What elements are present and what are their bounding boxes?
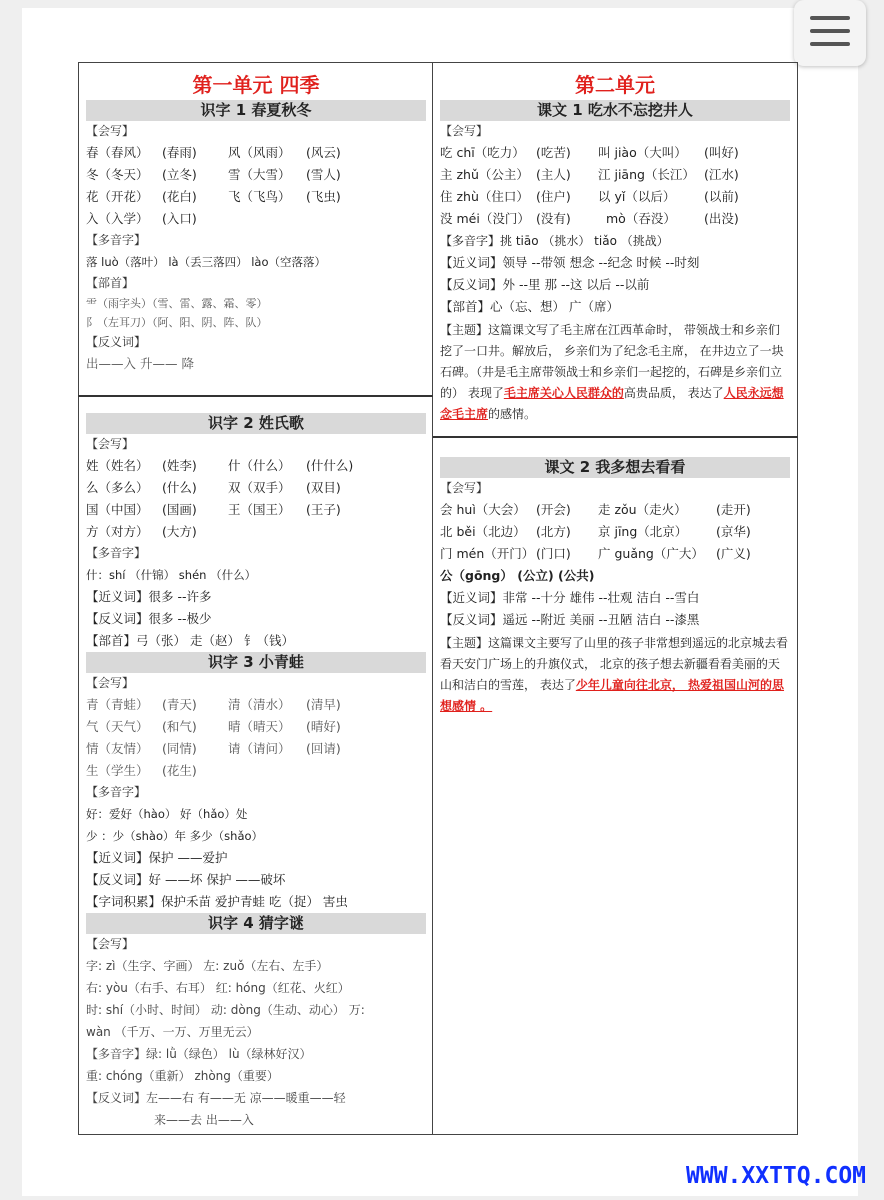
antonym-line: 【反义词】遥远 --附近 美丽 --丑陋 洁白 --漆黑 <box>440 612 700 627</box>
lesson-title: 识字 2 姓氏歌 <box>86 413 426 434</box>
polyphone-line: 【多音字】挑 tiāo （挑水） tiǎo （挑战） <box>440 234 669 248</box>
radical-line: ⻖（左耳刀）（阿、阳、阴、阵、队） <box>86 316 268 329</box>
unit2-lesson-2: 课文 2 我多想去看看 【会写】 会 huì（大会） (开会) 走 zǒu（走火） (走开) 北 běi（北边） (北方) 京 jīng（北京） (京华) 门 mén（开门） (门口) 广 guǎng（广大） (广义) 公（gōng） (公立) (公共) 【近义词】非常 --十分 雄伟 --壮观 洁白 --雪白 【反义词】遥远 --附近 美丽 --丑陋 洁白 --漆黑 【主题】这篇课文主要写了山里的孩子非常想到遥远的北京城去看看天安门广场上的升旗仪式， 北京的孩子想去新疆看看美丽的天山和洁白的雪莲， 表达了少年儿童向往北京， 热爱祖国山河的思想感情 。 <box>440 457 790 717</box>
radical-line: 【部首】弓（张） 走（赵） 钅（钱） <box>86 633 294 648</box>
synonym-line: 【近义词】领导 --带领 想念 --纪念 时候 --时刻 <box>440 255 700 270</box>
section-label: 【会写】 <box>440 481 489 495</box>
antonym-line: 【反义词】外 --里 那 --这 以后 --以前 <box>440 277 650 292</box>
polyphone-line: 什：shí （什锦） shén （什么） <box>86 568 257 582</box>
section-label: 【部首】 <box>86 276 135 290</box>
site-watermark: WWW.XXTTQ.COM <box>686 1163 867 1189</box>
gong-line: 公（gōng） (公立) (公共) <box>440 568 595 583</box>
section-label: 【会写】 <box>440 124 489 138</box>
section-label: 【会写】 <box>86 124 135 138</box>
synonym-line: 【近义词】保护 ——爱护 <box>86 850 228 865</box>
synonym-line: 【近义词】很多 --许多 <box>86 589 212 604</box>
section-label: 【会写】 <box>86 937 135 951</box>
antonym-line: 出——入 升—— 降 <box>86 356 194 371</box>
theme-paragraph: 【主题】这篇课文主要写了山里的孩子非常想到遥远的北京城去看看天安门广场上的升旗仪式， 北京的孩子想去新疆看看美丽的天山和洁白的雪莲， 表达了少年儿童向往北京， 热爱祖国山河的思想感情 。 <box>440 636 789 713</box>
section-label: 【反义词】 <box>86 335 147 349</box>
unit2-column: 第二单元 课文 1 吃水不忘挖井人 【会写】 吃 chī（吃力） (吃苦) 叫 jiào（大叫） (叫好) 主 zhǔ（公主） (主人) 江 jiāng（长江） (江水) 住 zhù（住口） (住户) 以 yǐ（以后） (以前) 没 méi（没门） (没有) mò（吞没） (出没) 【多音字】挑 tiāo （挑水） tiǎo （挑战） 【近义词】领导 --带领 想念 --纪念 时候 --时刻 【反义词】外 --里 那 --这 以后 --以前 【部首】心（忘、想） 广（席） 【主题】这篇课文写了毛主席在江西革命时， 带领战士和乡亲们挖了一口井。解放后， 乡亲们为了纪念毛主席， 在井边立了一块石碑。（井是毛主席带领战士和乡亲们一起挖的，石碑是乡亲们立的） 表现了毛主席关心人民群众的高贵品质， 表达了人民永远想念毛主席的感情。 <box>440 62 790 425</box>
unit1-lessons-2-4: 识字 2 姓氏歌 【会写】 姓（姓名） (姓李) 什（什么） (什什么) 么（多么） (什么) 双（双手） (双目) 国（中国） (国画) 王（国王） (王子) 方（对方） (大方) 【多音字】 什：shí （什锦） shén （什么） 【近义词】很多 --许多 【反义词】很多 --极少 【部首】弓（张） 走（赵） 钅（钱） 识字 3 小青蛙 【会写】 青（青蛙） (青天) 清（清水） (清早) 气（天气） (和气) 晴（晴天） (晴好) 情（友情） (同情) 请（请问） (回请) 生（学生） (花生) 【多音字】 好：爱好（hào） 好（hǎo）处 少 ：少（shào）年 多少（shǎo） 【近义词】保护 ——爱护 【反义词】好 ——坏 保护 ——破坏 【字词积累】保护禾苗 爱护青蛙 吃（捉） 害虫 识字 4 猜字谜 【会写】 字: zì（生字、字画） 左: zuǒ（左右、左手） 右: yòu（右手、右耳） 红: hóng（红花、火红） 时: shí（小时、时间） 动: dòng（生动、动心） 万: wàn （千万、一万、万里无云） 【多音字】绿: lǜ（绿色） lù（绿林好汉） 重: chóng（重新） zhòng（重要） 【反义词】左——右 有——无 凉——暖重——轻 来——去 出——入 <box>86 413 426 1131</box>
radical-line: 【部首】心（忘、想） 广（席） <box>440 299 619 314</box>
lesson-title: 识字 3 小青蛙 <box>86 652 426 673</box>
lesson-title: 课文 2 我多想去看看 <box>440 457 790 478</box>
menu-button[interactable] <box>794 0 866 66</box>
synonym-line: 【近义词】非常 --十分 雄伟 --壮观 洁白 --雪白 <box>440 590 700 605</box>
section-label: 【会写】 <box>86 676 135 690</box>
section-divider <box>433 436 798 438</box>
section-label: 【多音字】 <box>86 785 147 799</box>
lesson-title: 识字 1 春夏秋冬 <box>86 100 426 121</box>
section-label: 【多音字】 <box>86 233 147 247</box>
theme-paragraph: 【主题】这篇课文写了毛主席在江西革命时， 带领战士和乡亲们挖了一口井。解放后， 乡亲们为了纪念毛主席， 在井边立了一块石碑。（井是毛主席带领战士和乡亲们一起挖的，石碑是乡亲们立的） 表现了毛主席关心人民群众的高贵品质， 表达了人民永远想念毛主席的感情。 <box>440 323 784 421</box>
unit2-title: 第二单元 <box>575 73 655 97</box>
hamburger-icon <box>810 16 850 20</box>
polyphone-line: 落 luò（落叶） là（丢三落四） lào（空落落） <box>86 255 327 269</box>
antonym-line: 【反义词】好 ——坏 保护 ——破坏 <box>86 872 286 887</box>
unit1-title: 第一单元 四季 <box>192 73 320 97</box>
antonym-line: 【反义词】很多 --极少 <box>86 611 212 626</box>
antonym-line: 【反义词】左——右 有——无 凉——暖重——轻 <box>86 1091 346 1105</box>
unit1-column: 第一单元 四季 识字 1 春夏秋冬 【会写】 春（春风） (春雨) 风（风雨） (风云) 冬（冬天） (立冬) 雪（大雪） (雪人) 花（开花） (花白) 飞（飞鸟） (飞虫) 入（入学） (入口) 【多音字】 落 luò（落叶） là（丢三落四） lào（空落落） 【部首】 ⻗（雨字头）（雪、雷、露、霜、零） ⻖（左耳刀）（阿、阳、阴、阵、队） 【反义词】 出——入 升—— 降 <box>86 62 426 375</box>
column-divider <box>432 62 433 1135</box>
accumulation-line: 【字词积累】保护禾苗 爱护青蛙 吃（捉） 害虫 <box>86 894 348 909</box>
section-label: 【多音字】 <box>86 546 147 560</box>
radical-line: ⻗（雨字头）（雪、雷、露、霜、零） <box>86 297 268 310</box>
polyphone-line: 【多音字】绿: lǜ（绿色） lù（绿林好汉） <box>86 1047 312 1061</box>
lesson-title: 识字 4 猜字谜 <box>86 913 426 934</box>
polyphone-line: 好：爱好（hào） 好（hǎo）处 <box>86 807 248 821</box>
polyphone-line: 重: chóng（重新） zhòng（重要） <box>86 1069 279 1083</box>
section-label: 【会写】 <box>86 437 135 451</box>
lesson-title: 课文 1 吃水不忘挖井人 <box>440 100 790 121</box>
antonym-line: 来——去 出——入 <box>154 1113 254 1127</box>
polyphone-line: 少 ：少（shào）年 多少（shǎo） <box>86 829 264 843</box>
section-divider <box>78 395 433 397</box>
